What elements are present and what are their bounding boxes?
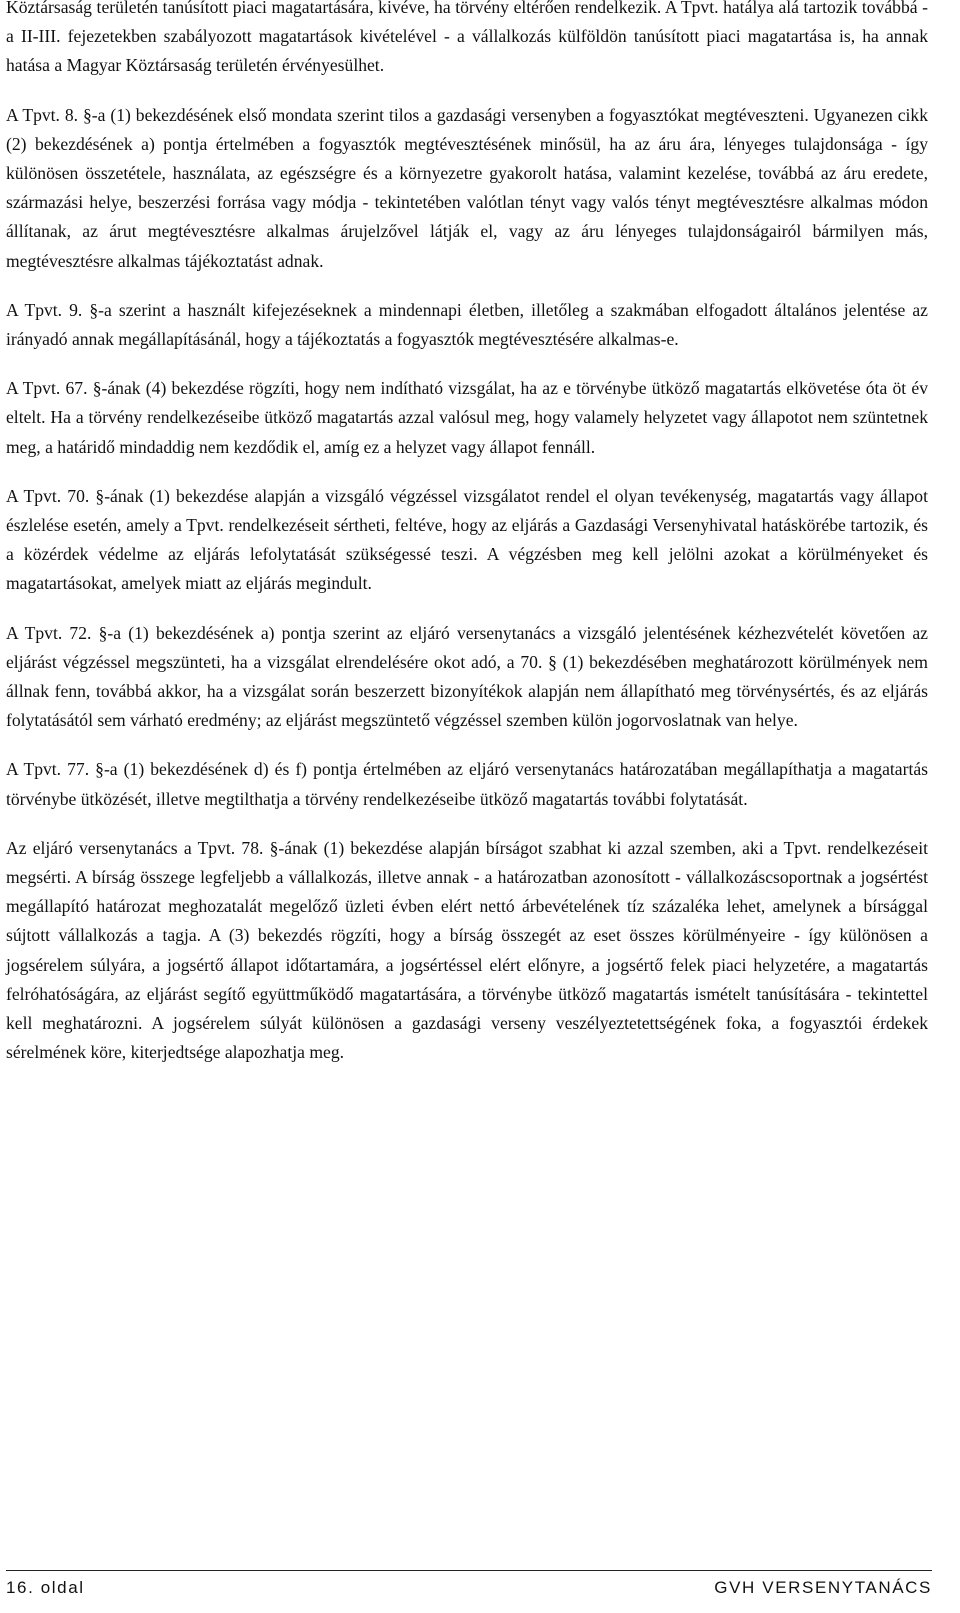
document-body xyxy=(6,0,928,1088)
footer-organization: GVH VERSENYTANÁCS xyxy=(714,1578,932,1597)
paragraph-section-72: A Tpvt. 72. §-a (1) bekezdésének a) pontja szerint az eljáró versenytanács a vizsgáló jelentésének kézhezvételét követően az eljárást végzéssel megszünteti, ha a vizsgálat elrendelésére okot adó, a 70. § (1) bekezdésében meghatározott körülmények nem állnak fenn, továbbá akkor, ha a vizsgálat során beszerzett bizonyítékok alapján nem állapítható meg törvénysértés, és az eljárás folytatásától sem várható eredmény; az eljárást megszüntető végzéssel szemben külön jogorvoslatnak van helye. xyxy=(6,622,928,731)
paragraph-section-70: A Tpvt. 70. §-ának (1) bekezdése alapján a vizsgáló végzéssel vizsgálatot rendel el olyan tevékenység, magatartás vagy állapot észlelése esetén, amely a Tpvt. rendelkezéseit sértheti, feltéve, hogy az eljárás a Gazdasági Versenyhivatal hatáskörébe tartozik, és a közérdek védelme az eljárás lefolytatását szükségessé teszi. A végzésben meg kell jelölni azokat a körülményeket és magatartásokat, amelyek miatt az eljárás megindult. xyxy=(6,485,928,594)
paragraph-section-77: A Tpvt. 77. §-a (1) bekezdésének d) és f) pontja értelmében az eljáró versenytanács határozatában megállapíthatja a magatartás törvénybe ütközését, illetve megtilthatja a törvény rendelkezéseibe ütköző magatartás további folytatását. xyxy=(6,759,928,809)
paragraph-jurisdiction: Köztársaság területén tanúsított piaci magatartására, kivéve, ha törvény eltérően rendelkezik. A Tpvt. hatálya alá tartozik továbbá - a II-III. fejezetekben szabályozott magatartások kivételével - a vállalkozás külföldön tanúsított piaci magatartása is, ha annak hatása a Magyar Köztársaság területén érvényesülhet. xyxy=(6,0,928,76)
page-number: 16. oldal xyxy=(6,1578,85,1597)
paragraph-section-67: A Tpvt. 67. §-ának (4) bekezdése rögzíti, hogy nem indítható vizsgálat, ha az e törvénybe ütköző magatartás elkövetése óta öt év eltelt. Ha a törvény rendelkezéseibe ütköző magatartás azzal valósul meg, hogy valamely helyzetet vagy állapotot nem szüntetnek meg, a határidő mindaddig nem kezdődik el, amíg ez a helyzet vagy állapot fennáll. xyxy=(6,378,928,457)
paragraph-section-9: A Tpvt. 9. §-a szerint a használt kifejezéseknek a mindennapi életben, illetőleg a szakmában elfogadott általános jelentése az irányadó annak megállapításánál, hogy a tájékoztatás a fogyasztók megtévesztésére alkalmas-e. xyxy=(6,299,928,350)
footer-divider xyxy=(6,1570,932,1571)
paragraph-section-8: A Tpvt. 8. §-a (1) bekezdésének első mondata szerint tilos a gazdasági versenyben a fogyasztókat megtéveszteni. Ugyanezen cikk (2) bekezdésének a) pontja értelmében a fogyasztók megtévesztésének minősül, ha az áru ára, lényeges tulajdonsága - így különösen összetétele, használata, az egészségre és a környezetre gyakorolt hatása, valamint kezelése, továbbá az áru eredete, származási helye, beszerzési forrása vagy módja - tekintetében valótlan tényt vagy valós tényt megtévesztésre alkalmas módon állítanak, az árut megtévesztésre alkalmas árujelzővel látják el, vagy az áru lényeges tulajdonságairól bármilyen más, megtévesztésre alkalmas tájékoztatást adnak. xyxy=(6,104,928,271)
paragraph-section-78: Az eljáró versenytanács a Tpvt. 78. §-ának (1) bekezdése alapján bírságot szabhat ki azzal szemben, aki a Tpvt. rendelkezéseit megsérti. A bírság összege legfeljebb a vállalkozás, illetve annak - a határozatban azonosított - vállalkozáscsoportnak a jogsértést megállapító határozat meghozatalát megelőző üzleti évben elért nettó árbevételének tíz százaléka lehet, amelynek a bírsággal sújtott vállalkozás a tagja. A (3) bekezdés rögzíti, hogy a bírság összegét az eset összes körülményeire - így különösen a jogsérelem súlyára, a jogsértő állapot időtartamára, a jogsértéssel elért előnyre, a jogsértő felek piaci helyzetére, a magatartás felróhatóságára, az eljárást segítő együttműködő magatartására, a törvénybe ütköző magatartás ismételt tanúsítására - tekintettel kell meghatározni. A jogsérelem súlyát különösen a gazdasági verseny veszélyeztetettségének foka, a fogyasztói érdekek sérelmének köre, kiterjedtsége alapozhatja meg. xyxy=(6,837,928,1063)
